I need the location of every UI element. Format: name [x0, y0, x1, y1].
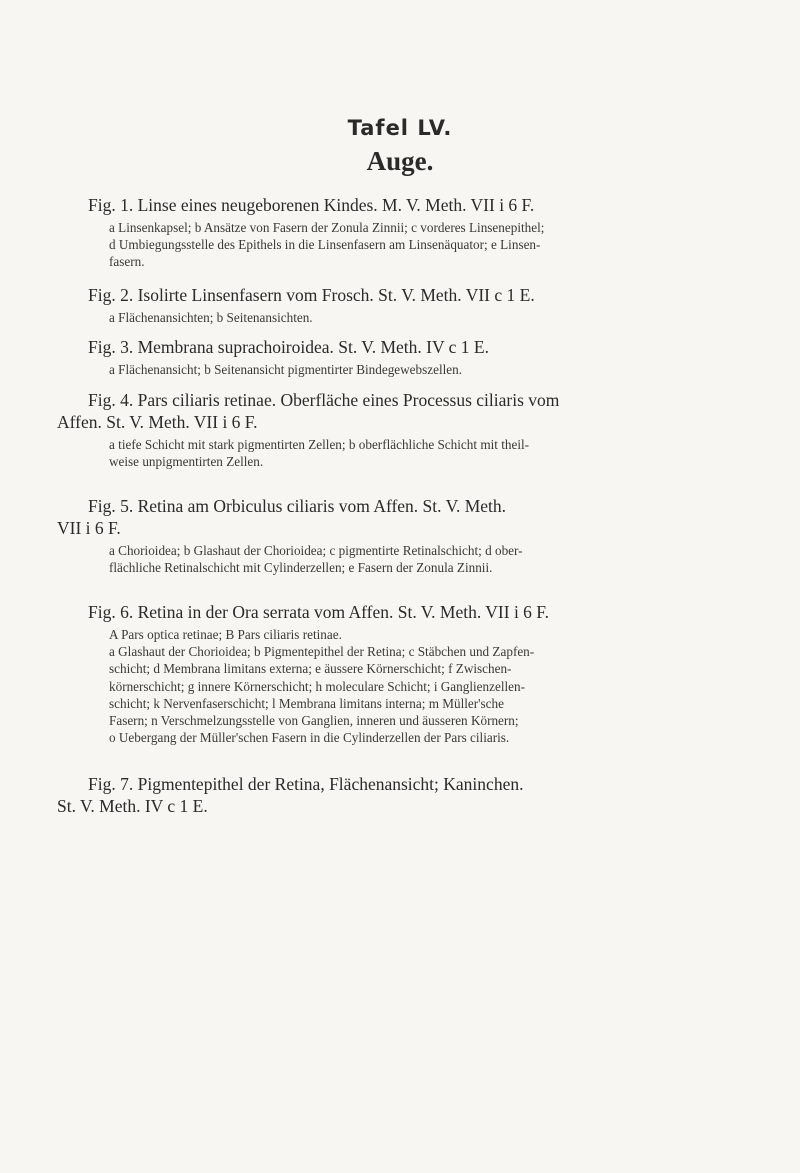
figure-heading-continued: VII i 6 F. — [57, 518, 121, 538]
figure-5-caption — [57, 495, 708, 576]
figure-heading-continued: Affen. St. V. Meth. VII i 6 F. — [57, 412, 258, 432]
figure-6-caption — [88, 601, 708, 746]
plate-subtitle: Auge. — [366, 146, 434, 176]
figure-legend — [109, 436, 708, 470]
legend-line: körnerschicht; g innere Körnerschicht; h moleculare Schicht; i Ganglienzellen- — [109, 678, 525, 694]
legend-line: fasern. — [109, 254, 145, 270]
legend-line: a tiefe Schicht mit stark pigmentirten Zellen; b oberflächliche Schicht mit theil- — [109, 437, 530, 452]
legend-line: schicht; d Membrana limitans externa; e äussere Körnerschicht; f Zwischen- — [109, 661, 512, 677]
legend-line: a Glashaut der Chorioidea; b Pigmentepithel der Retina; c Stäbchen und Zapfen- — [109, 644, 535, 660]
legend-line: A Pars optica retinae; B Pars ciliaris retinae. — [109, 627, 342, 642]
legend-line: flächliche Retinalschicht mit Cylinderzellen; e Fasern der Zonula Zinnii. — [109, 560, 493, 576]
figure-heading: Fig. 4. Pars ciliaris retinae. Oberfläche eines Processus ciliaris vom — [88, 390, 560, 410]
legend-line: a Flächenansicht; b Seitenansicht pigmentirter Bindegewebszellen. — [109, 362, 463, 377]
figure-heading: Fig. 1. Linse eines neugeborenen Kindes. M. V. Meth. VII i 6 F. — [88, 195, 535, 215]
figure-heading: Fig. 3. Membrana suprachoiroidea. St. V. Meth. IV c 1 E. — [88, 337, 489, 357]
legend-line: a Flächenansichten; b Seitenansichten. — [109, 310, 313, 325]
legend-line: d Umbiegungsstelle des Epithels in die Linsenfasern am Linsenäquator; e Linsen- — [109, 237, 541, 253]
figure-heading: Fig. 6. Retina in der Ora serrata vom Affen. St. V. Meth. VII i 6 F. — [88, 602, 550, 622]
legend-line: a Chorioidea; b Glashaut der Chorioidea; c pigmentirte Retinalschicht; d ober- — [109, 543, 523, 558]
legend-line: o Uebergang der Müller'schen Fasern in die Cylinderzellen der Pars ciliaris. — [109, 730, 510, 746]
figure-heading: Fig. 7. Pigmentepithel der Retina, Flächenansicht; Kaninchen. — [88, 774, 524, 794]
figure-heading-continued: St. V. Meth. IV c 1 E. — [57, 796, 208, 816]
figure-legend — [109, 361, 708, 378]
figure-legend — [109, 626, 708, 746]
figure-1-caption — [88, 194, 708, 271]
figure-legend — [109, 309, 708, 326]
legend-line: schicht; k Nervenfaserschicht; l Membrana limitans interna; m Müller'sche — [109, 695, 504, 711]
figure-legend — [109, 542, 708, 576]
legend-line: Fasern; n Verschmelzungsstelle von Ganglien, inneren und äusseren Körnern; — [109, 713, 519, 729]
figure-3-caption — [88, 336, 708, 378]
figure-4-caption — [57, 389, 708, 470]
figure-heading: Fig. 2. Isolirte Linsenfasern vom Frosch. St. V. Meth. VII c 1 E. — [88, 285, 535, 305]
figure-2-caption — [88, 284, 708, 326]
legend-line: weise unpigmentirten Zellen. — [109, 454, 264, 470]
figure-heading: Fig. 5. Retina am Orbiculus ciliaris vom Affen. St. V. Meth. — [88, 496, 507, 516]
plate-title: Tafel LV. — [347, 116, 453, 140]
figure-legend — [109, 219, 708, 271]
legend-line: a Linsenkapsel; b Ansätze von Fasern der Zonula Zinnii; c vorderes Linsenepithel; — [109, 220, 545, 235]
figure-7-caption — [57, 773, 708, 817]
